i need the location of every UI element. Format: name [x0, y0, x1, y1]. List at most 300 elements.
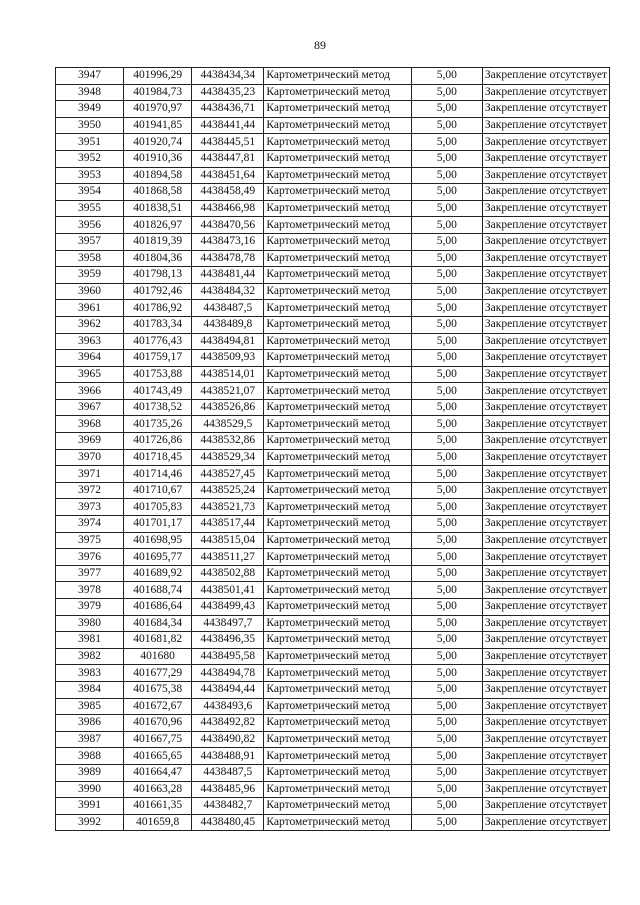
table-row: [56, 233, 610, 250]
coord-x-cell: 401738,52: [124, 399, 192, 416]
point-number-cell: 3966: [56, 383, 124, 400]
point-number-cell: 3965: [56, 366, 124, 383]
table-row: [56, 698, 610, 715]
coord-y-cell: 4438514,01: [192, 366, 264, 383]
point-number-cell: 3992: [56, 814, 124, 831]
coord-x-cell: 401783,34: [124, 316, 192, 333]
accuracy-cell: 5,00: [411, 267, 482, 284]
fixing-cell: Закрепление отсутствует: [482, 200, 609, 217]
accuracy-cell: 5,00: [411, 681, 482, 698]
point-number-cell: 3977: [56, 565, 124, 582]
method-cell: Картометрический метод: [264, 416, 411, 433]
fixing-cell: Закрепление отсутствует: [482, 781, 609, 798]
accuracy-cell: 5,00: [411, 200, 482, 217]
table-row: [56, 399, 610, 416]
accuracy-cell: 5,00: [411, 300, 482, 317]
point-number-cell: 3969: [56, 433, 124, 450]
accuracy-cell: 5,00: [411, 84, 482, 101]
fixing-cell: Закрепление отсутствует: [482, 250, 609, 267]
accuracy-cell: 5,00: [411, 184, 482, 201]
fixing-cell: Закрепление отсутствует: [482, 681, 609, 698]
method-cell: Картометрический метод: [264, 250, 411, 267]
method-cell: Картометрический метод: [264, 582, 411, 599]
table-row: [56, 200, 610, 217]
point-number-cell: 3972: [56, 482, 124, 499]
fixing-cell: Закрепление отсутствует: [482, 516, 609, 533]
fixing-cell: Закрепление отсутствует: [482, 466, 609, 483]
fixing-cell: Закрепление отсутствует: [482, 665, 609, 682]
method-cell: Картометрический метод: [264, 565, 411, 582]
accuracy-cell: 5,00: [411, 748, 482, 765]
table-row: [56, 68, 610, 85]
accuracy-cell: 5,00: [411, 466, 482, 483]
point-number-cell: 3978: [56, 582, 124, 599]
coord-y-cell: 4438511,27: [192, 549, 264, 566]
method-cell: Картометрический метод: [264, 665, 411, 682]
coord-x-cell: 401663,28: [124, 781, 192, 798]
method-cell: Картометрический метод: [264, 781, 411, 798]
accuracy-cell: 5,00: [411, 565, 482, 582]
accuracy-cell: 5,00: [411, 117, 482, 134]
coord-y-cell: 4438509,93: [192, 350, 264, 367]
table-row: [56, 416, 610, 433]
coord-y-cell: 4438494,78: [192, 665, 264, 682]
fixing-cell: Закрепление отсутствует: [482, 433, 609, 450]
method-cell: Картометрический метод: [264, 482, 411, 499]
method-cell: Картометрический метод: [264, 267, 411, 284]
point-number-cell: 3976: [56, 549, 124, 566]
method-cell: Картометрический метод: [264, 516, 411, 533]
coord-y-cell: 4438470,56: [192, 217, 264, 234]
accuracy-cell: 5,00: [411, 814, 482, 831]
fixing-cell: Закрепление отсутствует: [482, 648, 609, 665]
point-number-cell: 3986: [56, 715, 124, 732]
method-cell: Картометрический метод: [264, 798, 411, 815]
method-cell: Картометрический метод: [264, 632, 411, 649]
table-row: [56, 648, 610, 665]
coord-y-cell: 4438451,64: [192, 167, 264, 184]
method-cell: Картометрический метод: [264, 383, 411, 400]
coord-x-cell: 401819,39: [124, 233, 192, 250]
coord-x-cell: 401689,92: [124, 565, 192, 582]
method-cell: Картометрический метод: [264, 648, 411, 665]
point-number-cell: 3955: [56, 200, 124, 217]
point-number-cell: 3985: [56, 698, 124, 715]
accuracy-cell: 5,00: [411, 549, 482, 566]
table-row: [56, 283, 610, 300]
point-number-cell: 3973: [56, 499, 124, 516]
fixing-cell: Закрепление отсутствует: [482, 167, 609, 184]
method-cell: Картометрический метод: [264, 200, 411, 217]
table-row: [56, 499, 610, 516]
fixing-cell: Закрепление отсутствует: [482, 283, 609, 300]
coord-x-cell: 401695,77: [124, 549, 192, 566]
coord-y-cell: 4438517,44: [192, 516, 264, 533]
table-row: [56, 781, 610, 798]
table-row: [56, 632, 610, 649]
method-cell: Картометрический метод: [264, 150, 411, 167]
method-cell: Картометрический метод: [264, 117, 411, 134]
table-row: [56, 764, 610, 781]
method-cell: Картометрический метод: [264, 615, 411, 632]
point-number-cell: 3967: [56, 399, 124, 416]
coord-x-cell: 401664,47: [124, 764, 192, 781]
method-cell: Картометрический метод: [264, 366, 411, 383]
accuracy-cell: 5,00: [411, 383, 482, 400]
method-cell: Картометрический метод: [264, 814, 411, 831]
point-number-cell: 3980: [56, 615, 124, 632]
fixing-cell: Закрепление отсутствует: [482, 316, 609, 333]
coord-y-cell: 4438481,44: [192, 267, 264, 284]
fixing-cell: Закрепление отсутствует: [482, 267, 609, 284]
fixing-cell: Закрепление отсутствует: [482, 715, 609, 732]
coord-x-cell: 401776,43: [124, 333, 192, 350]
table-row: [56, 681, 610, 698]
coord-y-cell: 4438488,91: [192, 748, 264, 765]
table-row: [56, 482, 610, 499]
accuracy-cell: 5,00: [411, 532, 482, 549]
accuracy-cell: 5,00: [411, 449, 482, 466]
table-row: [56, 565, 610, 582]
coord-x-cell: 401714,46: [124, 466, 192, 483]
coord-y-cell: 4438434,34: [192, 68, 264, 85]
coord-x-cell: 401701,17: [124, 516, 192, 533]
coord-y-cell: 4438480,45: [192, 814, 264, 831]
point-number-cell: 3949: [56, 101, 124, 118]
coord-y-cell: 4438494,44: [192, 681, 264, 698]
page-number: 89: [314, 38, 326, 52]
point-number-cell: 3959: [56, 267, 124, 284]
method-cell: Картометрический метод: [264, 399, 411, 416]
point-number-cell: 3963: [56, 333, 124, 350]
coord-y-cell: 4438497,7: [192, 615, 264, 632]
accuracy-cell: 5,00: [411, 350, 482, 367]
table-row: [56, 532, 610, 549]
coord-y-cell: 4438435,23: [192, 84, 264, 101]
coord-x-cell: 401894,58: [124, 167, 192, 184]
method-cell: Картометрический метод: [264, 433, 411, 450]
point-number-cell: 3961: [56, 300, 124, 317]
coord-x-cell: 401970,97: [124, 101, 192, 118]
point-number-cell: 3962: [56, 316, 124, 333]
fixing-cell: Закрепление отсутствует: [482, 731, 609, 748]
coord-x-cell: 401759,17: [124, 350, 192, 367]
coord-x-cell: 401798,13: [124, 267, 192, 284]
table-row: [56, 184, 610, 201]
coord-y-cell: 4438515,04: [192, 532, 264, 549]
table-row: [56, 814, 610, 831]
method-cell: Картометрический метод: [264, 101, 411, 118]
point-number-cell: 3970: [56, 449, 124, 466]
table-row: [56, 366, 610, 383]
coord-x-cell: 401996,29: [124, 68, 192, 85]
coord-y-cell: 4438521,07: [192, 383, 264, 400]
coord-x-cell: 401718,45: [124, 449, 192, 466]
method-cell: Картометрический метод: [264, 68, 411, 85]
coord-x-cell: 401735,26: [124, 416, 192, 433]
table-row: [56, 599, 610, 616]
point-number-cell: 3957: [56, 233, 124, 250]
fixing-cell: Закрепление отсутствует: [482, 350, 609, 367]
coord-y-cell: 4438466,98: [192, 200, 264, 217]
coord-x-cell: 401684,34: [124, 615, 192, 632]
coord-x-cell: 401984,73: [124, 84, 192, 101]
coord-y-cell: 4438487,5: [192, 300, 264, 317]
accuracy-cell: 5,00: [411, 632, 482, 649]
accuracy-cell: 5,00: [411, 167, 482, 184]
coord-x-cell: 401804,36: [124, 250, 192, 267]
fixing-cell: Закрепление отсутствует: [482, 449, 609, 466]
method-cell: Картометрический метод: [264, 316, 411, 333]
method-cell: Картометрический метод: [264, 748, 411, 765]
coord-y-cell: 4438521,73: [192, 499, 264, 516]
fixing-cell: Закрепление отсутствует: [482, 84, 609, 101]
point-number-cell: 3952: [56, 150, 124, 167]
point-number-cell: 3968: [56, 416, 124, 433]
accuracy-cell: 5,00: [411, 233, 482, 250]
coordinates-table: [55, 67, 610, 831]
coord-y-cell: 4438502,88: [192, 565, 264, 582]
coord-y-cell: 4438447,81: [192, 150, 264, 167]
fixing-cell: Закрепление отсутствует: [482, 150, 609, 167]
fixing-cell: Закрепление отсутствует: [482, 366, 609, 383]
accuracy-cell: 5,00: [411, 150, 482, 167]
method-cell: Картометрический метод: [264, 449, 411, 466]
accuracy-cell: 5,00: [411, 599, 482, 616]
accuracy-cell: 5,00: [411, 316, 482, 333]
table-row: [56, 134, 610, 151]
fixing-cell: Закрепление отсутствует: [482, 117, 609, 134]
table-row: [56, 267, 610, 284]
coord-x-cell: 401838,51: [124, 200, 192, 217]
point-number-cell: 3975: [56, 532, 124, 549]
point-number-cell: 3951: [56, 134, 124, 151]
coord-y-cell: 4438529,34: [192, 449, 264, 466]
coord-x-cell: 401661,35: [124, 798, 192, 815]
table-row: [56, 350, 610, 367]
coord-y-cell: 4438484,32: [192, 283, 264, 300]
method-cell: Картометрический метод: [264, 698, 411, 715]
coord-x-cell: 401675,38: [124, 681, 192, 698]
method-cell: Картометрический метод: [264, 715, 411, 732]
coord-y-cell: 4438436,71: [192, 101, 264, 118]
coord-y-cell: 4438490,82: [192, 731, 264, 748]
method-cell: Картометрический метод: [264, 466, 411, 483]
point-number-cell: 3987: [56, 731, 124, 748]
coord-y-cell: 4438487,5: [192, 764, 264, 781]
method-cell: Картометрический метод: [264, 350, 411, 367]
fixing-cell: Закрепление отсутствует: [482, 599, 609, 616]
point-number-cell: 3953: [56, 167, 124, 184]
coord-x-cell: 401726,86: [124, 433, 192, 450]
fixing-cell: Закрепление отсутствует: [482, 399, 609, 416]
method-cell: Картометрический метод: [264, 333, 411, 350]
table-row: [56, 516, 610, 533]
coord-x-cell: 401659,8: [124, 814, 192, 831]
coord-x-cell: 401920,74: [124, 134, 192, 151]
accuracy-cell: 5,00: [411, 648, 482, 665]
coord-y-cell: 4438527,45: [192, 466, 264, 483]
coord-y-cell: 4438485,96: [192, 781, 264, 798]
accuracy-cell: 5,00: [411, 217, 482, 234]
coord-y-cell: 4438496,35: [192, 632, 264, 649]
table-row: [56, 466, 610, 483]
coord-y-cell: 4438489,8: [192, 316, 264, 333]
fixing-cell: Закрепление отсутствует: [482, 300, 609, 317]
method-cell: Картометрический метод: [264, 532, 411, 549]
method-cell: Картометрический метод: [264, 731, 411, 748]
point-number-cell: 3956: [56, 217, 124, 234]
coord-x-cell: 401710,67: [124, 482, 192, 499]
point-number-cell: 3948: [56, 84, 124, 101]
coord-x-cell: 401667,75: [124, 731, 192, 748]
table-row: [56, 383, 610, 400]
coord-x-cell: 401868,58: [124, 184, 192, 201]
method-cell: Картометрический метод: [264, 599, 411, 616]
accuracy-cell: 5,00: [411, 715, 482, 732]
table-row: [56, 665, 610, 682]
coord-x-cell: 401910,36: [124, 150, 192, 167]
method-cell: Картометрический метод: [264, 549, 411, 566]
method-cell: Картометрический метод: [264, 184, 411, 201]
point-number-cell: 3979: [56, 599, 124, 616]
accuracy-cell: 5,00: [411, 416, 482, 433]
point-number-cell: 3983: [56, 665, 124, 682]
fixing-cell: Закрепление отсутствует: [482, 482, 609, 499]
point-number-cell: 3981: [56, 632, 124, 649]
method-cell: Картометрический метод: [264, 134, 411, 151]
coord-y-cell: 4438493,6: [192, 698, 264, 715]
fixing-cell: Закрепление отсутствует: [482, 499, 609, 516]
fixing-cell: Закрепление отсутствует: [482, 416, 609, 433]
coord-x-cell: 401665,65: [124, 748, 192, 765]
accuracy-cell: 5,00: [411, 516, 482, 533]
coord-x-cell: 401941,85: [124, 117, 192, 134]
accuracy-cell: 5,00: [411, 731, 482, 748]
coord-x-cell: 401670,96: [124, 715, 192, 732]
table-row: [56, 84, 610, 101]
coord-x-cell: 401792,46: [124, 283, 192, 300]
table-row: [56, 549, 610, 566]
table-row: [56, 167, 610, 184]
coord-x-cell: 401677,29: [124, 665, 192, 682]
table-row: [56, 582, 610, 599]
point-number-cell: 3974: [56, 516, 124, 533]
coord-y-cell: 4438494,81: [192, 333, 264, 350]
fixing-cell: Закрепление отсутствует: [482, 383, 609, 400]
method-cell: Картометрический метод: [264, 217, 411, 234]
coord-y-cell: 4438501,41: [192, 582, 264, 599]
accuracy-cell: 5,00: [411, 250, 482, 267]
fixing-cell: Закрепление отсутствует: [482, 134, 609, 151]
point-number-cell: 3950: [56, 117, 124, 134]
point-number-cell: 3982: [56, 648, 124, 665]
fixing-cell: Закрепление отсутствует: [482, 615, 609, 632]
method-cell: Картометрический метод: [264, 233, 411, 250]
fixing-cell: Закрепление отсутствует: [482, 233, 609, 250]
coord-x-cell: 401786,92: [124, 300, 192, 317]
method-cell: Картометрический метод: [264, 681, 411, 698]
point-number-cell: 3990: [56, 781, 124, 798]
coord-x-cell: 401698,95: [124, 532, 192, 549]
fixing-cell: Закрепление отсутствует: [482, 101, 609, 118]
accuracy-cell: 5,00: [411, 615, 482, 632]
fixing-cell: Закрепление отсутствует: [482, 814, 609, 831]
fixing-cell: Закрепление отсутствует: [482, 764, 609, 781]
coord-y-cell: 4438482,7: [192, 798, 264, 815]
accuracy-cell: 5,00: [411, 433, 482, 450]
coord-y-cell: 4438492,82: [192, 715, 264, 732]
table-row: [56, 449, 610, 466]
coord-y-cell: 4438458,49: [192, 184, 264, 201]
coord-y-cell: 4438529,5: [192, 416, 264, 433]
coord-y-cell: 4438441,44: [192, 117, 264, 134]
coord-y-cell: 4438473,16: [192, 233, 264, 250]
accuracy-cell: 5,00: [411, 499, 482, 516]
table-row: [56, 748, 610, 765]
point-number-cell: 3989: [56, 764, 124, 781]
accuracy-cell: 5,00: [411, 101, 482, 118]
table-row: [56, 150, 610, 167]
accuracy-cell: 5,00: [411, 798, 482, 815]
accuracy-cell: 5,00: [411, 781, 482, 798]
table-row: [56, 615, 610, 632]
accuracy-cell: 5,00: [411, 283, 482, 300]
point-number-cell: 3971: [56, 466, 124, 483]
accuracy-cell: 5,00: [411, 333, 482, 350]
table-row: [56, 300, 610, 317]
coord-x-cell: 401681,82: [124, 632, 192, 649]
coord-x-cell: 401672,67: [124, 698, 192, 715]
fixing-cell: Закрепление отсутствует: [482, 632, 609, 649]
coord-x-cell: 401753,88: [124, 366, 192, 383]
table-row: [56, 731, 610, 748]
coord-y-cell: 4438532,86: [192, 433, 264, 450]
fixing-cell: Закрепление отсутствует: [482, 582, 609, 599]
fixing-cell: Закрепление отсутствует: [482, 565, 609, 582]
coord-y-cell: 4438499,43: [192, 599, 264, 616]
method-cell: Картометрический метод: [264, 167, 411, 184]
coord-x-cell: 401743,49: [124, 383, 192, 400]
accuracy-cell: 5,00: [411, 134, 482, 151]
point-number-cell: 3988: [56, 748, 124, 765]
coord-y-cell: 4438525,24: [192, 482, 264, 499]
table-row: [56, 217, 610, 234]
coord-y-cell: 4438526,86: [192, 399, 264, 416]
fixing-cell: Закрепление отсутствует: [482, 748, 609, 765]
fixing-cell: Закрепление отсутствует: [482, 68, 609, 85]
point-number-cell: 3964: [56, 350, 124, 367]
point-number-cell: 3958: [56, 250, 124, 267]
point-number-cell: 3947: [56, 68, 124, 85]
method-cell: Картометрический метод: [264, 300, 411, 317]
method-cell: Картометрический метод: [264, 283, 411, 300]
accuracy-cell: 5,00: [411, 764, 482, 781]
method-cell: Картометрический метод: [264, 499, 411, 516]
accuracy-cell: 5,00: [411, 698, 482, 715]
fixing-cell: Закрепление отсутствует: [482, 333, 609, 350]
table-row: [56, 798, 610, 815]
point-number-cell: 3954: [56, 184, 124, 201]
point-number-cell: 3991: [56, 798, 124, 815]
accuracy-cell: 5,00: [411, 68, 482, 85]
coord-x-cell: 401686,64: [124, 599, 192, 616]
accuracy-cell: 5,00: [411, 399, 482, 416]
coord-y-cell: 4438495,58: [192, 648, 264, 665]
table-row: [56, 333, 610, 350]
accuracy-cell: 5,00: [411, 582, 482, 599]
fixing-cell: Закрепление отсутствует: [482, 549, 609, 566]
